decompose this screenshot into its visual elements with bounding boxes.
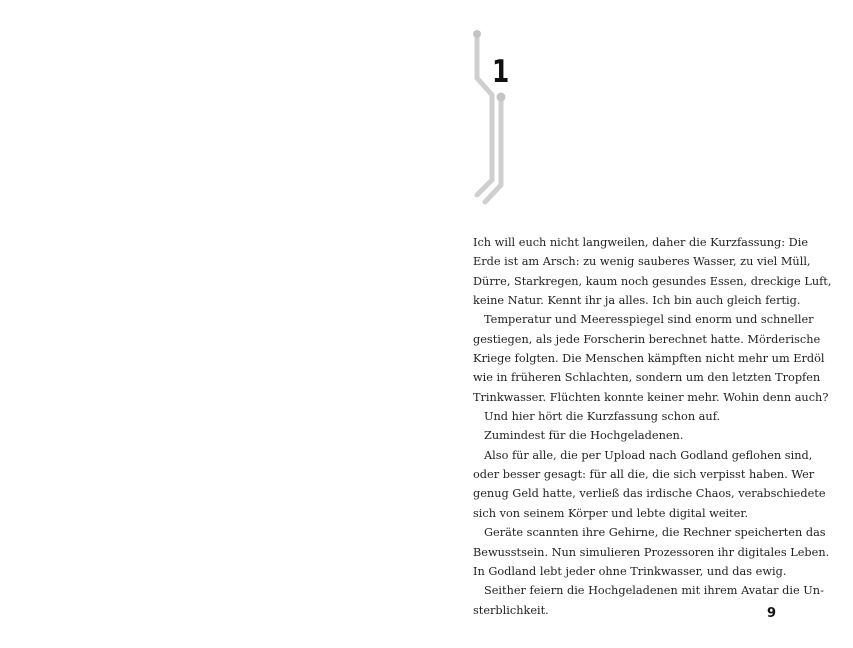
text-line: In Godland lebt jeder ohne Trinkwasser, und das ewig.	[473, 564, 787, 578]
text-line: Dürre, Starkregen, kaum noch gesundes Essen, dreckige Luft,	[473, 274, 832, 288]
text-line: oder besser gesagt: für all die, die sich verpisst haben. Wer	[473, 468, 815, 482]
text-line: sterblichkeit.	[473, 603, 549, 617]
text-line: keine Natur. Kennt ihr ja alles. Ich bin auch gleich fertig.	[473, 294, 801, 308]
page-number: 9	[767, 606, 777, 621]
chapter-ornament-icon	[460, 20, 520, 220]
text-line: Geräte scannten ihre Gehirne, die Rechner speicherten das	[484, 526, 826, 540]
text-line: wie in früheren Schlachten, sondern um den letzten Tropfen	[473, 371, 821, 385]
text-line: Temperatur und Meeresspiegel sind enorm und schneller	[484, 313, 814, 327]
text-line: gestiegen, als jede Forscherin berechnet hatte. Mörderische	[473, 332, 821, 346]
text-line: Also für alle, die per Upload nach Godland geflohen sind,	[484, 448, 813, 462]
text-line: Bewusstsein. Nun simulieren Prozessoren ihr digitales Leben.	[473, 545, 830, 559]
text-line: Zumindest für die Hochgeladenen.	[484, 429, 684, 443]
text-line: Seither feiern die Hochgeladenen mit ihrem Avatar die Un-	[484, 584, 824, 598]
text-line: Ich will euch nicht langweilen, daher die Kurzfassung: Die	[473, 236, 809, 249]
text-line: Kriege folgten. Die Menschen kämpften nicht mehr um Erdöl	[473, 352, 825, 366]
text-line: Erde ist am Arsch: zu wenig sauberes Wasser, zu viel Müll,	[473, 255, 811, 269]
text-line: sich von seinem Körper und lebte digital weiter.	[473, 506, 749, 520]
text-line: Trinkwasser. Flüchten konnte keiner mehr. Wohin denn auch?	[473, 390, 829, 404]
body-text	[473, 233, 832, 620]
text-line: genug Geld hatte, verließ das irdische Chaos, verabschiedete	[473, 487, 826, 501]
text-line: Und hier hört die Kurzfassung schon auf.	[484, 410, 721, 424]
chapter-number: 1	[492, 54, 509, 90]
